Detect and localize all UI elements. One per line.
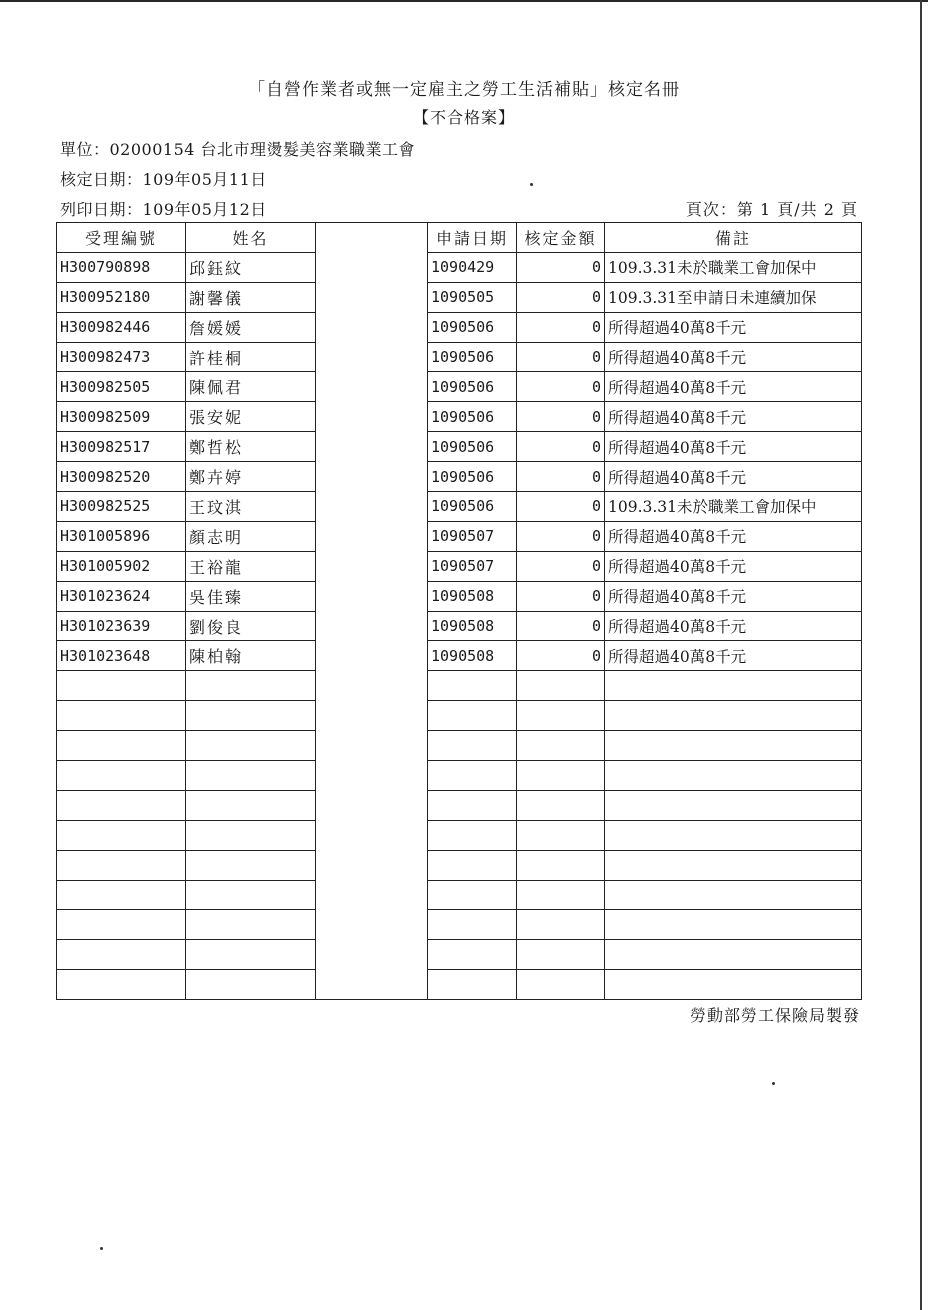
cell-name: 邱鈺紋 xyxy=(186,252,316,282)
cell-name: 鄭卉婷 xyxy=(186,462,316,492)
cell-blank xyxy=(316,850,428,880)
cell-remarks: 所得超過40萬8千元 xyxy=(605,402,862,432)
cell-remarks: 109.3.31未於職業工會加保中 xyxy=(605,492,862,522)
table-row xyxy=(57,611,862,641)
cell-application-id xyxy=(57,731,186,761)
cell-remarks xyxy=(605,731,862,761)
cell-name xyxy=(186,910,316,940)
cell-application-id: H300982520 xyxy=(57,462,186,492)
cell-application-id: H301005896 xyxy=(57,521,186,551)
table-row xyxy=(57,432,862,462)
cell-remarks: 所得超過40萬8千元 xyxy=(605,521,862,551)
cell-remarks: 所得超過40萬8千元 xyxy=(605,462,862,492)
issuer-footer: 勞動部勞工保險局製發 xyxy=(689,1006,860,1025)
cell-name: 王裕龍 xyxy=(186,551,316,581)
cell-name: 吳佳臻 xyxy=(186,581,316,611)
cell-name xyxy=(186,701,316,731)
cell-name: 謝馨儀 xyxy=(186,282,316,312)
cell-blank xyxy=(316,282,428,312)
cell-remarks xyxy=(605,940,862,970)
table-row xyxy=(57,462,862,492)
document-title: 「自營作業者或無一定雇主之勞工生活補貼」核定名冊 xyxy=(248,80,680,100)
cell-approved-amount: 0 xyxy=(517,611,605,641)
column-header-blank xyxy=(316,223,428,253)
cell-approved-amount: 0 xyxy=(517,282,605,312)
cell-approved-amount: 0 xyxy=(517,252,605,282)
cell-remarks: 所得超過40萬8千元 xyxy=(605,641,862,671)
empty-table-row xyxy=(57,671,862,701)
cell-approved-amount: 0 xyxy=(517,641,605,671)
cell-blank xyxy=(316,551,428,581)
cell-blank xyxy=(316,342,428,372)
cell-approved-amount: 0 xyxy=(517,581,605,611)
cell-remarks xyxy=(605,820,862,850)
table-row xyxy=(57,282,862,312)
cell-approved-amount xyxy=(517,820,605,850)
cell-apply-date xyxy=(428,790,517,820)
cell-name xyxy=(186,790,316,820)
cell-application-id xyxy=(57,790,186,820)
cell-name xyxy=(186,671,316,701)
cell-apply-date: 1090506 xyxy=(428,402,517,432)
cell-application-id: H300982446 xyxy=(57,312,186,342)
table-row xyxy=(57,521,862,551)
cell-remarks xyxy=(605,761,862,791)
cell-apply-date xyxy=(428,850,517,880)
table-row xyxy=(57,402,862,432)
cell-name xyxy=(186,940,316,970)
cell-apply-date: 1090506 xyxy=(428,342,517,372)
cell-application-id xyxy=(57,671,186,701)
table-row xyxy=(57,312,862,342)
cell-blank xyxy=(316,611,428,641)
cell-blank xyxy=(316,731,428,761)
scan-speck xyxy=(100,1247,103,1250)
cell-name: 張安妮 xyxy=(186,402,316,432)
cell-application-id: H301023639 xyxy=(57,611,186,641)
cell-application-id xyxy=(57,761,186,791)
cell-approved-amount xyxy=(517,671,605,701)
cell-application-id: H300790898 xyxy=(57,252,186,282)
cell-name xyxy=(186,970,316,1000)
cell-name xyxy=(186,880,316,910)
empty-table-row xyxy=(57,820,862,850)
cell-approved-amount xyxy=(517,761,605,791)
cell-apply-date: 1090506 xyxy=(428,372,517,402)
cell-apply-date xyxy=(428,910,517,940)
cell-application-id xyxy=(57,701,186,731)
table-row xyxy=(57,252,862,282)
cell-apply-date xyxy=(428,731,517,761)
cell-blank xyxy=(316,521,428,551)
cell-blank xyxy=(316,252,428,282)
cell-application-id: H301023648 xyxy=(57,641,186,671)
cell-remarks xyxy=(605,790,862,820)
cell-blank xyxy=(316,402,428,432)
cell-remarks xyxy=(605,910,862,940)
empty-table-row xyxy=(57,761,862,791)
cell-remarks xyxy=(605,970,862,1000)
cell-blank xyxy=(316,372,428,402)
cell-blank xyxy=(316,761,428,791)
scan-edge-top xyxy=(0,0,928,2)
approval-date: 核定日期：109年05月11日 xyxy=(60,170,267,189)
unit-line: 單位：02000154 台北市理燙髮美容業職業工會 xyxy=(60,140,416,159)
cell-application-id: H300982473 xyxy=(57,342,186,372)
document-subtitle: 【不合格案】 xyxy=(412,108,515,127)
cell-apply-date: 1090505 xyxy=(428,282,517,312)
empty-table-row xyxy=(57,731,862,761)
cell-application-id xyxy=(57,820,186,850)
table-header-row xyxy=(57,223,862,253)
cell-blank xyxy=(316,970,428,1000)
cell-application-id: H300982517 xyxy=(57,432,186,462)
cell-approved-amount xyxy=(517,790,605,820)
cell-approved-amount: 0 xyxy=(517,372,605,402)
cell-apply-date: 1090508 xyxy=(428,611,517,641)
cell-approved-amount: 0 xyxy=(517,521,605,551)
column-header-id: 受理編號 xyxy=(57,223,186,253)
cell-application-id: H300952180 xyxy=(57,282,186,312)
cell-approved-amount xyxy=(517,940,605,970)
cell-approved-amount xyxy=(517,910,605,940)
cell-name xyxy=(186,731,316,761)
cell-blank xyxy=(316,790,428,820)
cell-approved-amount: 0 xyxy=(517,492,605,522)
cell-blank xyxy=(316,581,428,611)
cell-blank xyxy=(316,701,428,731)
cell-name: 劉俊良 xyxy=(186,611,316,641)
cell-application-id xyxy=(57,940,186,970)
cell-remarks: 所得超過40萬8千元 xyxy=(605,312,862,342)
cell-apply-date: 1090506 xyxy=(428,432,517,462)
cell-apply-date xyxy=(428,940,517,970)
cell-remarks: 所得超過40萬8千元 xyxy=(605,581,862,611)
cell-remarks xyxy=(605,850,862,880)
cell-application-id xyxy=(57,850,186,880)
cell-name xyxy=(186,820,316,850)
cell-apply-date xyxy=(428,970,517,1000)
empty-table-row xyxy=(57,940,862,970)
cell-apply-date: 1090508 xyxy=(428,641,517,671)
empty-table-row xyxy=(57,850,862,880)
roster-table xyxy=(56,222,862,1000)
scan-speck xyxy=(530,183,533,186)
cell-approved-amount xyxy=(517,701,605,731)
column-header-name: 姓名 xyxy=(186,223,316,253)
table-body xyxy=(57,252,862,999)
cell-apply-date: 1090506 xyxy=(428,312,517,342)
scan-speck xyxy=(772,1082,775,1085)
table-row xyxy=(57,342,862,372)
table-row xyxy=(57,372,862,402)
empty-table-row xyxy=(57,790,862,820)
cell-approved-amount xyxy=(517,970,605,1000)
cell-name xyxy=(186,850,316,880)
cell-remarks: 所得超過40萬8千元 xyxy=(605,372,862,402)
cell-approved-amount: 0 xyxy=(517,342,605,372)
cell-approved-amount: 0 xyxy=(517,462,605,492)
page-info: 頁次：第 1 頁/共 2 頁 xyxy=(685,200,858,219)
cell-remarks: 所得超過40萬8千元 xyxy=(605,611,862,641)
cell-approved-amount xyxy=(517,850,605,880)
column-header-amount: 核定金額 xyxy=(517,223,605,253)
cell-apply-date: 1090506 xyxy=(428,462,517,492)
cell-name xyxy=(186,761,316,791)
cell-application-id xyxy=(57,880,186,910)
column-header-note: 備註 xyxy=(605,223,862,253)
cell-remarks: 109.3.31至申請日未連續加保 xyxy=(605,282,862,312)
cell-approved-amount xyxy=(517,731,605,761)
cell-apply-date xyxy=(428,880,517,910)
cell-approved-amount xyxy=(517,880,605,910)
cell-apply-date xyxy=(428,820,517,850)
cell-remarks: 所得超過40萬8千元 xyxy=(605,551,862,581)
table-row xyxy=(57,581,862,611)
cell-blank xyxy=(316,880,428,910)
cell-application-id: H301023624 xyxy=(57,581,186,611)
print-date: 列印日期：109年05月12日 xyxy=(60,200,267,219)
cell-apply-date xyxy=(428,671,517,701)
cell-name: 王玟淇 xyxy=(186,492,316,522)
cell-name: 詹媛媛 xyxy=(186,312,316,342)
cell-name: 陳佩君 xyxy=(186,372,316,402)
cell-remarks xyxy=(605,671,862,701)
table-row xyxy=(57,551,862,581)
cell-application-id: H301005902 xyxy=(57,551,186,581)
cell-approved-amount: 0 xyxy=(517,402,605,432)
empty-table-row xyxy=(57,701,862,731)
empty-table-row xyxy=(57,970,862,1000)
cell-apply-date: 1090429 xyxy=(428,252,517,282)
cell-apply-date: 1090508 xyxy=(428,581,517,611)
cell-apply-date xyxy=(428,761,517,791)
scan-edge-right xyxy=(920,0,922,1310)
cell-apply-date xyxy=(428,701,517,731)
cell-blank xyxy=(316,910,428,940)
cell-apply-date: 1090507 xyxy=(428,521,517,551)
cell-application-id xyxy=(57,910,186,940)
cell-approved-amount: 0 xyxy=(517,312,605,342)
table-row xyxy=(57,492,862,522)
table-row xyxy=(57,641,862,671)
cell-blank xyxy=(316,641,428,671)
cell-apply-date: 1090507 xyxy=(428,551,517,581)
column-header-date: 申請日期 xyxy=(428,223,517,253)
cell-name: 鄭哲松 xyxy=(186,432,316,462)
cell-blank xyxy=(316,820,428,850)
cell-approved-amount: 0 xyxy=(517,551,605,581)
cell-remarks: 所得超過40萬8千元 xyxy=(605,342,862,372)
cell-name: 許桂桐 xyxy=(186,342,316,372)
cell-blank xyxy=(316,312,428,342)
cell-application-id xyxy=(57,970,186,1000)
cell-remarks: 所得超過40萬8千元 xyxy=(605,432,862,462)
cell-application-id: H300982525 xyxy=(57,492,186,522)
cell-remarks: 109.3.31未於職業工會加保中 xyxy=(605,252,862,282)
cell-blank xyxy=(316,671,428,701)
cell-remarks xyxy=(605,880,862,910)
empty-table-row xyxy=(57,910,862,940)
cell-blank xyxy=(316,432,428,462)
cell-blank xyxy=(316,492,428,522)
cell-blank xyxy=(316,940,428,970)
cell-blank xyxy=(316,462,428,492)
cell-name: 陳柏翰 xyxy=(186,641,316,671)
cell-application-id: H300982505 xyxy=(57,372,186,402)
cell-approved-amount: 0 xyxy=(517,432,605,462)
cell-name: 顏志明 xyxy=(186,521,316,551)
cell-application-id: H300982509 xyxy=(57,402,186,432)
cell-apply-date: 1090506 xyxy=(428,492,517,522)
cell-remarks xyxy=(605,701,862,731)
empty-table-row xyxy=(57,880,862,910)
